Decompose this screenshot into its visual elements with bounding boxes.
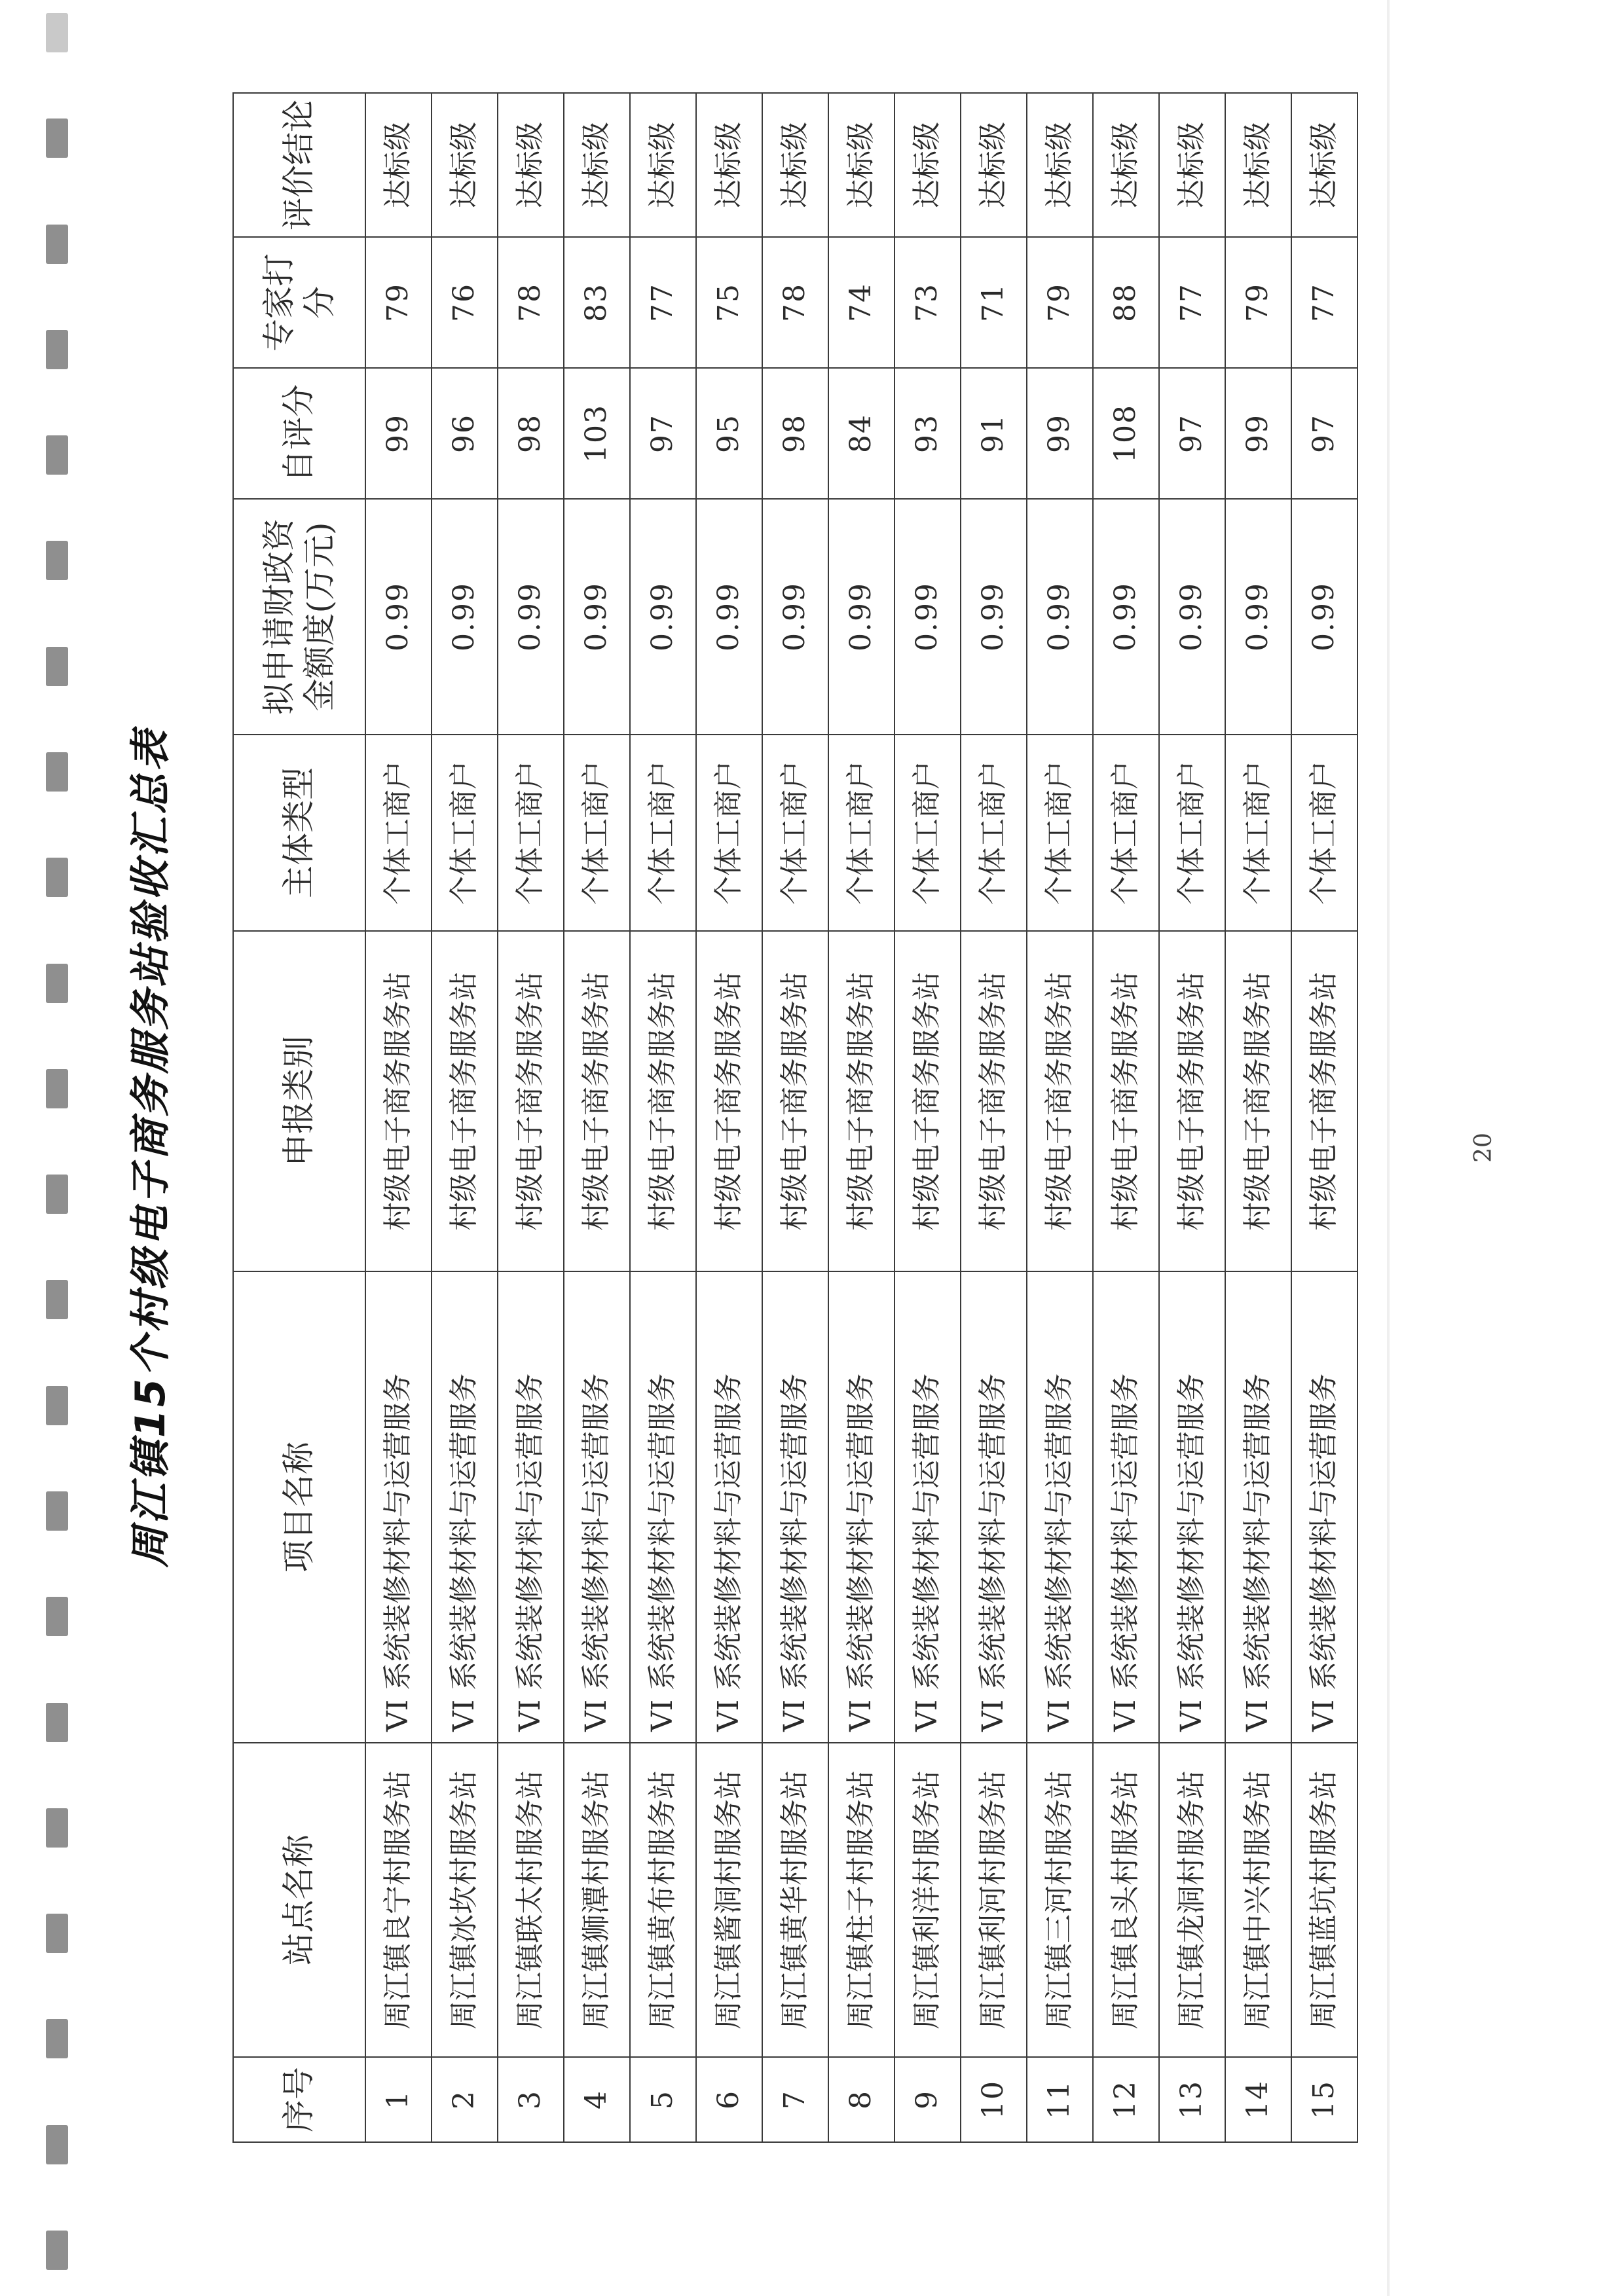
- cell-seq: 13: [1159, 2057, 1225, 2142]
- cell-entity: 个体工商户: [498, 735, 564, 931]
- cell-category: 村级电子商务服务站: [432, 931, 498, 1271]
- cell-conclusion: 达标级: [961, 93, 1027, 237]
- binding-mark: [46, 541, 68, 580]
- cell-funding: 0.99: [828, 499, 895, 735]
- cell-station: 周江镇联太村服务站: [498, 1743, 564, 2057]
- cell-seq: 1: [365, 2057, 432, 2142]
- cell-seq: 12: [1093, 2057, 1159, 2142]
- binding-mark: [46, 1703, 68, 1742]
- cell-category: 村级电子商务服务站: [1291, 931, 1357, 1271]
- cell-conclusion: 达标级: [432, 93, 498, 237]
- cell-expert-score: 79: [1027, 237, 1093, 368]
- table-row: [498, 93, 564, 2142]
- cell-self-score: 91: [961, 368, 1027, 499]
- cell-station: 周江镇利河村服务站: [961, 1743, 1027, 2057]
- cell-funding: 0.99: [762, 499, 828, 735]
- cell-conclusion: 达标级: [762, 93, 828, 237]
- cell-project: VI 系统装修材料与运营服务: [1225, 1271, 1291, 1743]
- cell-expert-score: 77: [1159, 237, 1225, 368]
- binding-mark: [46, 2019, 68, 2058]
- cell-conclusion: 达标级: [564, 93, 630, 237]
- cell-seq: 15: [1291, 2057, 1357, 2142]
- cell-entity: 个体工商户: [1027, 735, 1093, 931]
- cell-entity: 个体工商户: [895, 735, 961, 931]
- cell-station: 周江镇黄布村服务站: [630, 1743, 696, 2057]
- cell-project: VI 系统装修材料与运营服务: [498, 1271, 564, 1743]
- cell-seq: 2: [432, 2057, 498, 2142]
- cell-category: 村级电子商务服务站: [828, 931, 895, 1271]
- cell-conclusion: 达标级: [1291, 93, 1357, 237]
- binding-mark: [46, 964, 68, 1003]
- table-row: [1159, 93, 1225, 2142]
- cell-funding: 0.99: [498, 499, 564, 735]
- binding-mark: [46, 1280, 68, 1319]
- cell-expert-score: 78: [762, 237, 828, 368]
- binding-mark: [46, 118, 68, 158]
- cell-station: 周江镇柱子村服务站: [828, 1743, 895, 2057]
- cell-category: 村级电子商务服务站: [498, 931, 564, 1271]
- cell-station: 周江镇中兴村服务站: [1225, 1743, 1291, 2057]
- cell-expert-score: 77: [1291, 237, 1357, 368]
- cell-entity: 个体工商户: [1291, 735, 1357, 931]
- cell-category: 村级电子商务服务站: [1093, 931, 1159, 1271]
- binding-mark: [46, 1069, 68, 1108]
- cell-self-score: 84: [828, 368, 895, 499]
- cell-self-score: 96: [432, 368, 498, 499]
- cell-project: VI 系统装修材料与运营服务: [696, 1271, 762, 1743]
- cell-seq: 5: [630, 2057, 696, 2142]
- cell-project: VI 系统装修材料与运营服务: [1027, 1271, 1093, 1743]
- cell-entity: 个体工商户: [828, 735, 895, 931]
- cell-self-score: 93: [895, 368, 961, 499]
- cell-category: 村级电子商务服务站: [365, 931, 432, 1271]
- header-seq: 序号: [233, 2057, 365, 2142]
- header-expert-score: 专家打分: [233, 237, 365, 368]
- cell-entity: 个体工商户: [762, 735, 828, 931]
- binding-mark: [46, 647, 68, 686]
- cell-conclusion: 达标级: [895, 93, 961, 237]
- page-number: 20: [1470, 1133, 1497, 1163]
- cell-self-score: 103: [564, 368, 630, 499]
- cell-seq: 11: [1027, 2057, 1093, 2142]
- binding-mark: [46, 1175, 68, 1214]
- binding-mark: [46, 225, 68, 264]
- cell-entity: 个体工商户: [365, 735, 432, 931]
- binding-mark: [46, 435, 68, 475]
- cell-funding: 0.99: [1225, 499, 1291, 735]
- cell-category: 村级电子商务服务站: [630, 931, 696, 1271]
- cell-funding: 0.99: [630, 499, 696, 735]
- table-row: [1225, 93, 1291, 2142]
- cell-project: VI 系统装修材料与运营服务: [1291, 1271, 1357, 1743]
- cell-seq: 6: [696, 2057, 762, 2142]
- cell-entity: 个体工商户: [1159, 735, 1225, 931]
- cell-funding: 0.99: [1027, 499, 1093, 735]
- cell-entity: 个体工商户: [564, 735, 630, 931]
- cell-project: VI 系统装修材料与运营服务: [1159, 1271, 1225, 1743]
- cell-category: 村级电子商务服务站: [696, 931, 762, 1271]
- cell-self-score: 108: [1093, 368, 1159, 499]
- cell-category: 村级电子商务服务站: [961, 931, 1027, 1271]
- cell-seq: 3: [498, 2057, 564, 2142]
- cell-seq: 7: [762, 2057, 828, 2142]
- table-row: [762, 93, 828, 2142]
- cell-conclusion: 达标级: [1027, 93, 1093, 237]
- header-project: 项目名称: [233, 1271, 365, 1743]
- cell-station: 周江镇蓝坑村服务站: [1291, 1743, 1357, 2057]
- binding-mark: [46, 1914, 68, 1953]
- cell-expert-score: 78: [498, 237, 564, 368]
- table-row: [564, 93, 630, 2142]
- cell-project: VI 系统装修材料与运营服务: [630, 1271, 696, 1743]
- cell-category: 村级电子商务服务站: [1027, 931, 1093, 1271]
- cell-project: VI 系统装修材料与运营服务: [828, 1271, 895, 1743]
- document-title: 周江镇15个村级电子商务服务站验收汇总表: [126, 727, 174, 1568]
- cell-conclusion: 达标级: [1093, 93, 1159, 237]
- header-self-score: 自评分: [233, 368, 365, 499]
- cell-conclusion: 达标级: [498, 93, 564, 237]
- cell-station: 周江镇良宁村服务站: [365, 1743, 432, 2057]
- cell-self-score: 99: [365, 368, 432, 499]
- cell-expert-score: 83: [564, 237, 630, 368]
- cell-project: VI 系统装修材料与运营服务: [365, 1271, 432, 1743]
- cell-self-score: 97: [1159, 368, 1225, 499]
- cell-expert-score: 76: [432, 237, 498, 368]
- cell-station: 周江镇黄华村服务站: [762, 1743, 828, 2057]
- cell-project: VI 系统装修材料与运营服务: [1093, 1271, 1159, 1743]
- table-row: [365, 93, 432, 2142]
- table-row: [1291, 93, 1357, 2142]
- table-row: [696, 93, 762, 2142]
- cell-seq: 14: [1225, 2057, 1291, 2142]
- cell-expert-score: 73: [895, 237, 961, 368]
- cell-funding: 0.99: [564, 499, 630, 735]
- cell-self-score: 98: [762, 368, 828, 499]
- cell-project: VI 系统装修材料与运营服务: [762, 1271, 828, 1743]
- cell-self-score: 97: [1291, 368, 1357, 499]
- header-category: 申报类别: [233, 931, 365, 1271]
- cell-expert-score: 79: [365, 237, 432, 368]
- cell-entity: 个体工商户: [696, 735, 762, 931]
- cell-expert-score: 77: [630, 237, 696, 368]
- cell-expert-score: 79: [1225, 237, 1291, 368]
- cell-station: 周江镇酱洞村服务站: [696, 1743, 762, 2057]
- cell-category: 村级电子商务服务站: [1225, 931, 1291, 1271]
- table-row: [895, 93, 961, 2142]
- binding-mark: [46, 858, 68, 897]
- binding-strip: [0, 0, 72, 2296]
- cell-conclusion: 达标级: [696, 93, 762, 237]
- cell-category: 村级电子商务服务站: [895, 931, 961, 1271]
- cell-station: 周江镇狮潭村服务站: [564, 1743, 630, 2057]
- table-row: [828, 93, 895, 2142]
- cell-station: 周江镇良头村服务站: [1093, 1743, 1159, 2057]
- cell-funding: 0.99: [696, 499, 762, 735]
- cell-expert-score: 75: [696, 237, 762, 368]
- binding-mark: [46, 2231, 68, 2270]
- cell-project: VI 系统装修材料与运营服务: [961, 1271, 1027, 1743]
- cell-seq: 8: [828, 2057, 895, 2142]
- header-conclusion: 评价结论: [233, 93, 365, 237]
- cell-self-score: 99: [1027, 368, 1093, 499]
- header-station: 站点名称: [233, 1743, 365, 2057]
- binding-mark: [46, 330, 68, 369]
- cell-funding: 0.99: [1291, 499, 1357, 735]
- cell-category: 村级电子商务服务站: [564, 931, 630, 1271]
- cell-funding: 0.99: [895, 499, 961, 735]
- cell-entity: 个体工商户: [961, 735, 1027, 931]
- header-funding: 拟申请财政资金额度(万元): [233, 499, 365, 735]
- table-row: [1093, 93, 1159, 2142]
- cell-entity: 个体工商户: [1225, 735, 1291, 931]
- cell-funding: 0.99: [1093, 499, 1159, 735]
- rotated-page: [108, 67, 1516, 2228]
- cell-funding: 0.99: [432, 499, 498, 735]
- cell-seq: 9: [895, 2057, 961, 2142]
- table-row: [630, 93, 696, 2142]
- binding-mark: [46, 1597, 68, 1636]
- cell-project: VI 系统装修材料与运营服务: [895, 1271, 961, 1743]
- binding-mark: [46, 1386, 68, 1425]
- cell-expert-score: 71: [961, 237, 1027, 368]
- cell-entity: 个体工商户: [1093, 735, 1159, 931]
- cell-entity: 个体工商户: [432, 735, 498, 931]
- cell-conclusion: 达标级: [828, 93, 895, 237]
- cell-funding: 0.99: [365, 499, 432, 735]
- header-entity: 主体类型: [233, 735, 365, 931]
- cell-project: VI 系统装修材料与运营服务: [564, 1271, 630, 1743]
- cell-funding: 0.99: [1159, 499, 1225, 735]
- cell-station: 周江镇冰坎村服务站: [432, 1743, 498, 2057]
- summary-table: [232, 92, 1358, 2143]
- cell-station: 周江镇利洋村服务站: [895, 1743, 961, 2057]
- cell-self-score: 95: [696, 368, 762, 499]
- binding-mark: [46, 2125, 68, 2164]
- cell-expert-score: 88: [1093, 237, 1159, 368]
- table-header-row: [233, 93, 365, 2142]
- cell-self-score: 98: [498, 368, 564, 499]
- table-row: [432, 93, 498, 2142]
- table-row: [961, 93, 1027, 2142]
- cell-station: 周江镇三河村服务站: [1027, 1743, 1093, 2057]
- cell-category: 村级电子商务服务站: [1159, 931, 1225, 1271]
- cell-funding: 0.99: [961, 499, 1027, 735]
- cell-self-score: 97: [630, 368, 696, 499]
- cell-conclusion: 达标级: [1159, 93, 1225, 237]
- cell-conclusion: 达标级: [365, 93, 432, 237]
- cell-conclusion: 达标级: [1225, 93, 1291, 237]
- cell-self-score: 99: [1225, 368, 1291, 499]
- cell-entity: 个体工商户: [630, 735, 696, 931]
- binding-mark: [46, 1491, 68, 1531]
- cell-conclusion: 达标级: [630, 93, 696, 237]
- binding-mark: [46, 13, 68, 52]
- table-row: [1027, 93, 1093, 2142]
- cell-project: VI 系统装修材料与运营服务: [432, 1271, 498, 1743]
- binding-mark: [46, 752, 68, 792]
- binding-mark: [46, 1808, 68, 1848]
- cell-expert-score: 74: [828, 237, 895, 368]
- cell-seq: 4: [564, 2057, 630, 2142]
- cell-category: 村级电子商务服务站: [762, 931, 828, 1271]
- cell-station: 周江镇龙洞村服务站: [1159, 1743, 1225, 2057]
- cell-seq: 10: [961, 2057, 1027, 2142]
